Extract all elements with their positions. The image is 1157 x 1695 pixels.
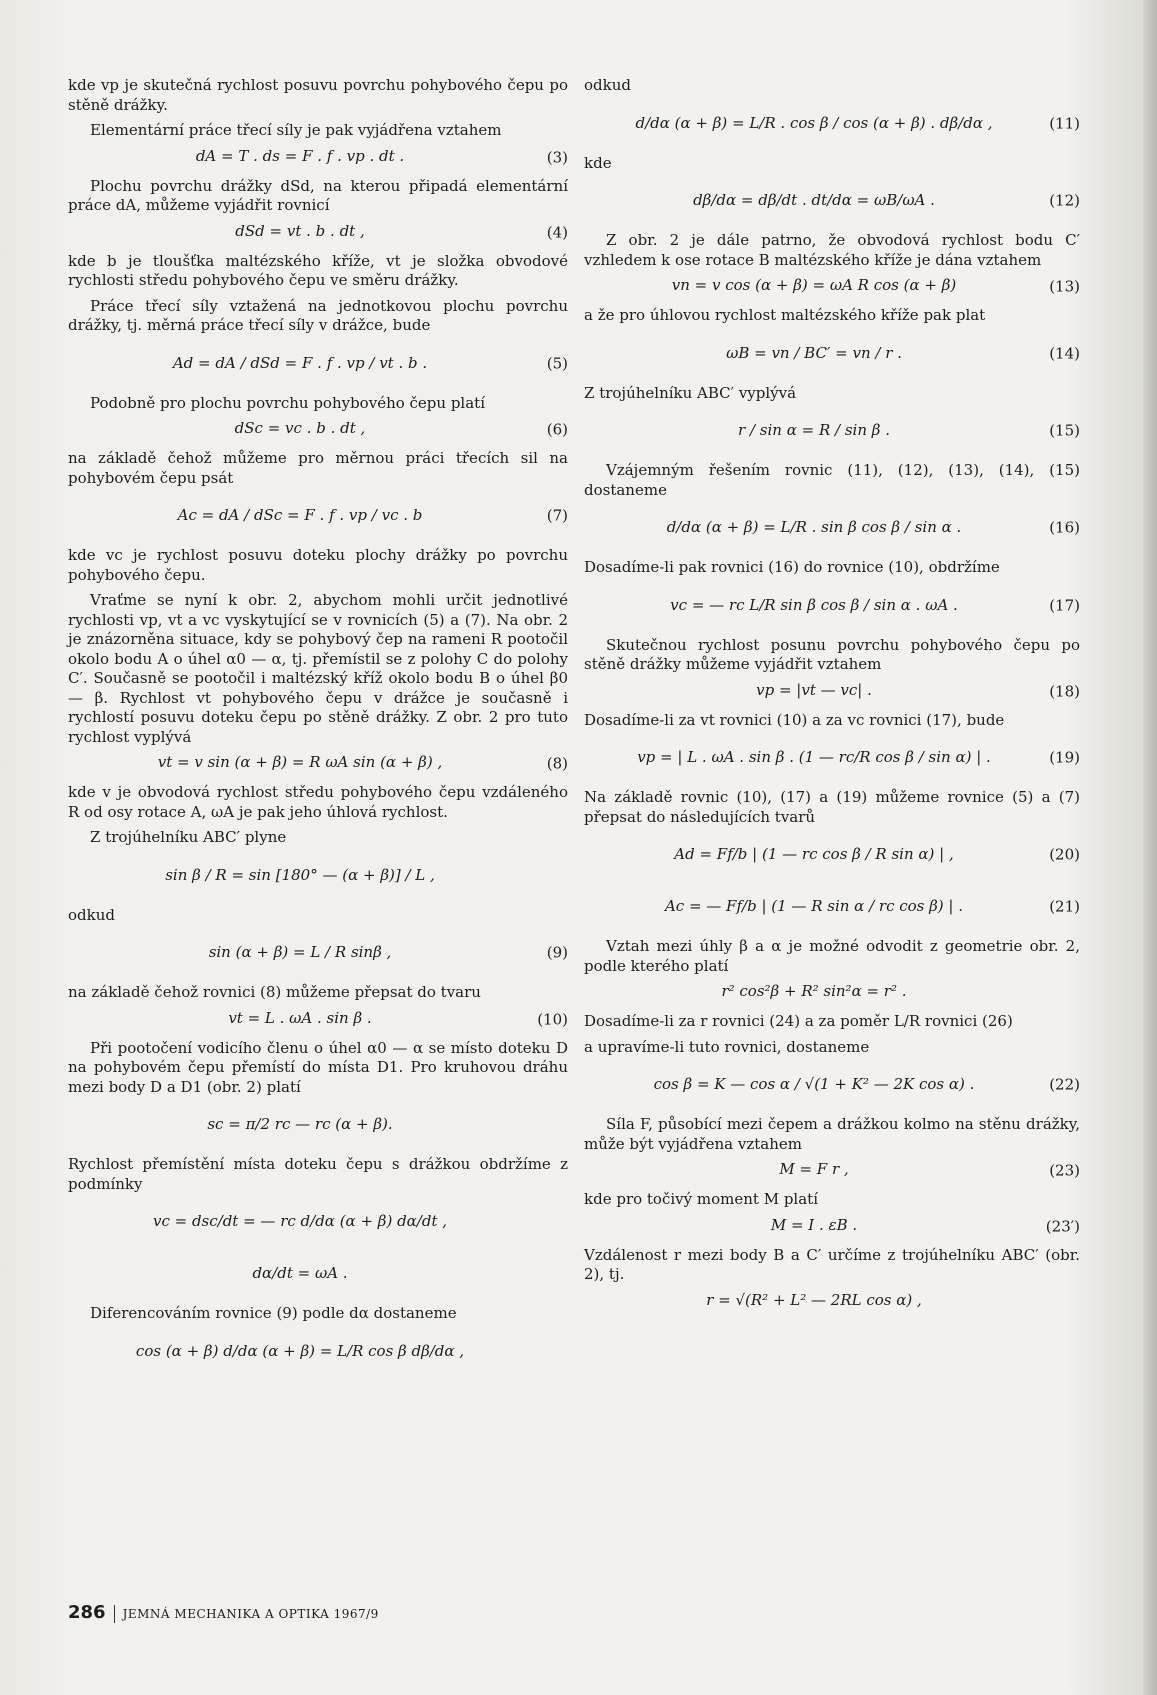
equation-diff: cos (α + β) d/dα (α + β) = L/R cos β dβ/dα , [135,1341,465,1360]
equation-5: Ad = dA / dSd = F . f . vp / vt . b . (5) [172,353,568,372]
paragraph: Vztah mezi úhly β a α je možné odvodit z geometrie obr. 2, podle kterého platí [584,937,1080,975]
equation-23: M = F r , (23) [779,1160,1080,1180]
paragraph: kde v je obvodová rychlost středu pohybového čepu vzdáleného R od osy rotace A, ωA je pak jeho úhlová rychlost. [68,783,568,821]
paragraph: Diferencováním rovnice (9) podle dα dostaneme [90,1304,457,1322]
equation-6: dSc = vc . b . dt , (6) [234,419,568,439]
paragraph: Z trojúhelníku ABC′ plyne [90,828,287,846]
equation-r: r = √(R² + L² — 2RL cos α) , [706,1290,922,1309]
equation-triangle: sin β / R = sin [180° — (α + β)] / L , [165,865,435,884]
paragraph: a upravíme-li tuto rovnici, dostaneme [584,1037,870,1056]
page-footer [68,1602,379,1623]
equation-17: vc = — rc L/R sin β cos β / sin α . ωA . (17) [670,595,1080,614]
paragraph: Dosadíme-li za r rovnici (24) a za poměr L/R rovnici (26) [584,1012,1013,1030]
paragraph: Z trojúhelníku ABC′ vyplývá [584,383,797,402]
journal-name: JEMNÁ MECHANIKA A OPTIKA 1967/9 [122,1607,379,1621]
paragraph: Síla F, působící mezi čepem a drážkou kolmo na stěnu drážky, může být vyjádřena vztahem [584,1115,1080,1153]
paragraph: Rychlost přemístění místa doteku čepu s drážkou obdržíme z podmínky [68,1155,568,1193]
equation-11: d/dα (α + β) = L/R . cos β / cos (α + β) . dβ/dα , (11) [635,113,1080,132]
equation-geometry: r² cos²β + R² sin²α = r² . [721,982,907,1000]
paragraph: na základě čehož rovnici (8) můžeme přepsat do tvaru [68,983,481,1001]
page-number: 286 [68,1602,106,1623]
paragraph: Dosadíme-li pak rovnici (16) do rovnice (10), obdržíme [584,558,1000,576]
equation-omega: dα/dt = ωA . [252,1264,348,1283]
paragraph: Vraťme se nyní k obr. 2, abychom mohli určit jednotlivé rychlosti vp, vt a vc vyskytující se v rovnicích (5) a (7). Na obr. 2 je znázorněna situace, kdy se pohybový čep na rameni R pootočil okolo bodu A o úhel α0 — α, tj. přemístil se z polohy C do polohy C′. Současně se pootočil i maltézský kříž okolo bodu B o úhel β0 — β. Rychlost vt pohybového čepu v drážce je současně i rychlostí posuvu doteku čepu po stěně drážky. Z obr. 2 pro tuto rychlost vyplývá [68,591,568,746]
equation-19: vp = | L . ωA . sin β . (1 — rc/R cos β / sin α) | . (19) [637,748,1080,767]
paragraph: Plochu povrchu drážky dSd, na kterou připadá elementární práce dA, můžeme vyjádřit rovnicí [68,176,568,214]
paragraph: Elementární práce třecí síly je pak vyjádřena vztahem [90,121,502,139]
equation-21: Ac = — Ff/b | (1 — R sin α / rc cos β) | . (21) [664,897,1080,916]
equation-9: sin (α + β) = L / R sinβ , (9) [208,943,568,962]
equation-8: vt = v sin (α + β) = R ωA sin (α + β) , (8) [157,753,568,773]
paragraph: a že pro úhlovou rychlost maltézského kříže pak plat [584,306,986,324]
equation-7: Ac = dA / dSc = F . f . vp / vc . b (7) [177,506,568,525]
right-column [584,76,1080,1321]
equation-20: Ad = Ff/b | (1 — rc cos β / R sin α) | , (20) [674,845,1080,864]
paragraph: Vzdálenost r mezi body B a C′ určíme z trojúhelníku ABC′ (obr. 2), tj. [584,1245,1080,1283]
equation-22: cos β = K — cos α / √(1 + K² — 2K cos α) . (22) [653,1075,1080,1094]
paragraph: Skutečnou rychlost posunu povrchu pohybového čepu po stěně drážky můžeme vyjádřit vztahem [584,635,1080,673]
paragraph: Z obr. 2 je dále patrno, že obvodová rychlost bodu C′ vzhledem k ose rotace B maltézského kříže je dána vztahem [584,231,1080,269]
paragraph: kde [584,153,612,172]
paragraph: Práce třecí síly vztažená na jednotkovou plochu povrchu drážky, tj. měrná práce třecí síly v drážce, bude [68,296,568,334]
equation-4: dSd = vt . b . dt , (4) [235,221,568,241]
paragraph: Dosadíme-li za vt rovnici (10) a za vc rovnici (17), bude [584,710,1005,729]
equation-18: vp = |vt — vc| . (18) [756,680,1080,700]
paragraph: odkud [584,76,631,94]
paragraph: na základě čehož můžeme pro měrnou práci třecích sil na pohybovém čepu psát [68,449,568,487]
equation-16: d/dα (α + β) = L/R . sin β cos β / sin α . (16) [666,518,1080,537]
equation-10: vt = L . ωA . sin β . (10) [228,1008,568,1028]
left-column [68,76,568,1382]
equation-12: dβ/dα = dβ/dt . dt/dα = ωB/ωA . (12) [693,191,1080,210]
paragraph: Na základě rovnic (10), (17) a (19) můžeme rovnice (5) a (7) přepsat do následujících tvarů [584,788,1080,826]
equation-3: dA = T . ds = F . f . vp . dt . (3) [195,146,568,166]
paragraph: Vzájemným řešením rovnic (11), (12), (13), (14), (15) dostaneme [584,461,1080,499]
paragraph: kde vp je skutečná rychlost posuvu povrchu pohybového čepu po stěně drážky. [68,76,568,114]
equation-14: ωB = vn / BC′ = vn / r . (14) [726,343,1080,362]
equation-23b: M = I . εB . (23′) [770,1215,1080,1235]
paragraph: Podobně pro plochu povrchu pohybového čepu platí [90,393,486,412]
equation-13: vn = v cos (α + β) = ωA R cos (α + β) (13) [671,276,1080,296]
paragraph: kde vc je rychlost posuvu doteku plochy drážky po povrchu pohybového čepu. [68,546,568,584]
paragraph: Při pootočení vodicího členu o úhel α0 — α se místo doteku D na pohybovém čepu přemístí do místa D1. Pro kruhovou dráhu mezi body D a D1 (obr. 2) platí [68,1038,568,1096]
paragraph: odkud [68,905,115,924]
footer-divider [114,1605,115,1623]
equation-15: r / sin α = R / sin β . (15) [738,421,1080,440]
equation-sc: sc = π/2 rc — rc (α + β). [207,1115,393,1134]
paragraph: kde pro točivý moment M platí [584,1190,818,1208]
page-edge [1143,0,1157,1695]
paragraph: kde b je tloušťka maltézského kříže, vt je složka obvodové rychlosti středu pohybového čepu ve směru drážky. [68,251,568,289]
equation-vc: vc = dsc/dt = — rc d/dα (α + β) dα/dt , [152,1212,448,1231]
